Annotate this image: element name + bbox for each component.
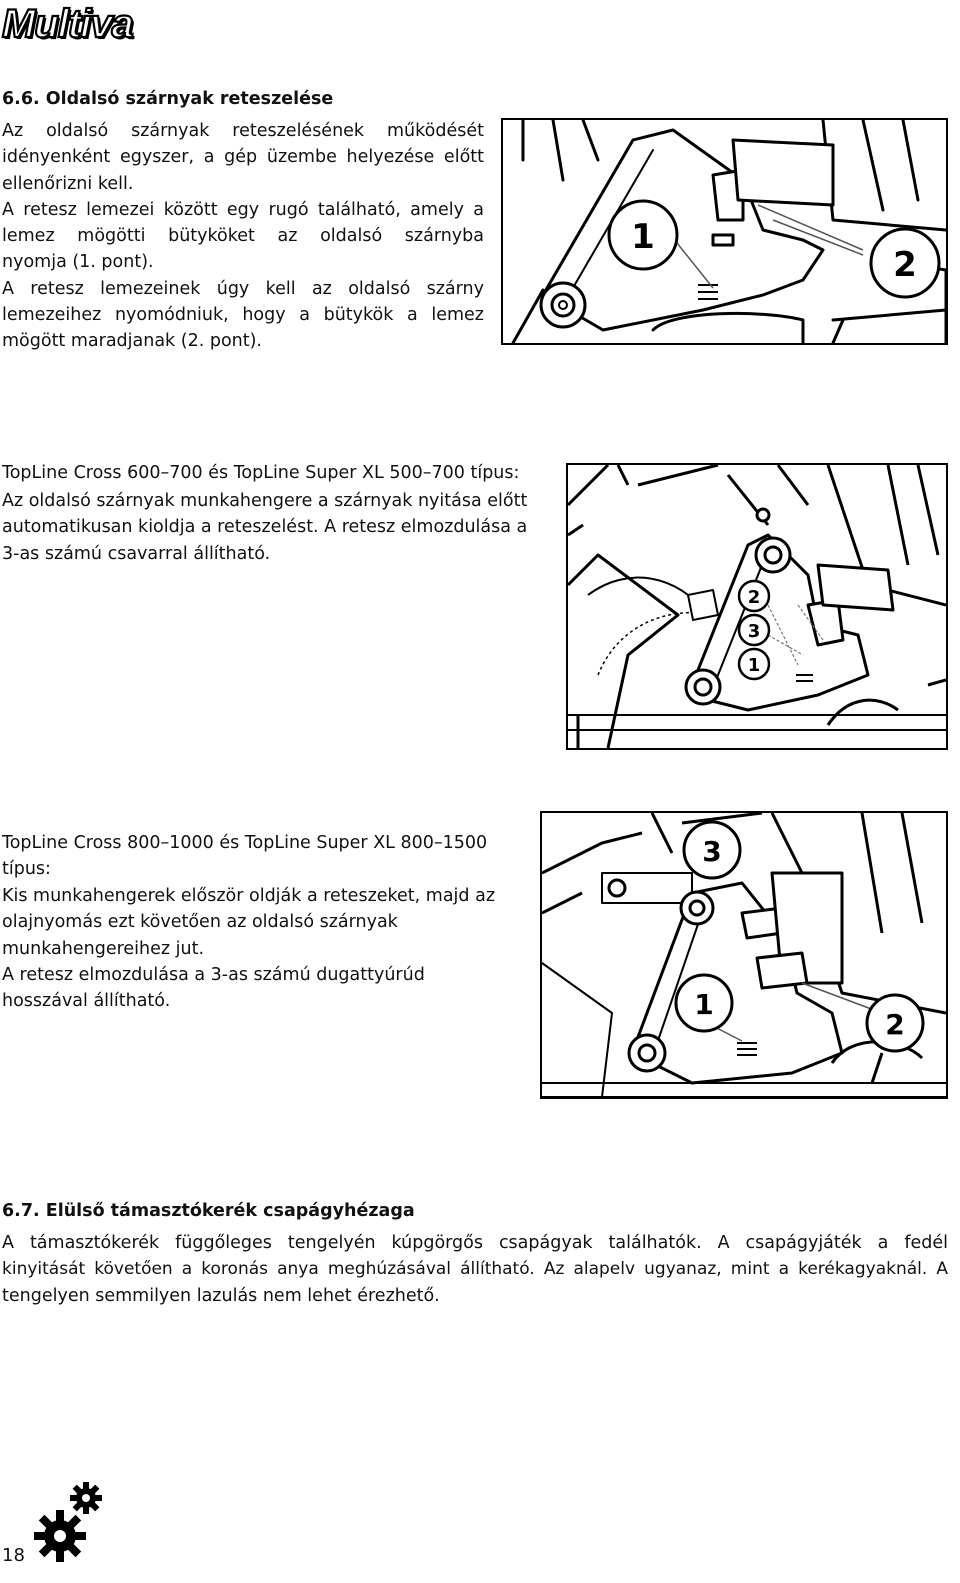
label-2: 2 — [747, 587, 761, 608]
latch-diagram-3 — [540, 811, 948, 1099]
section-6-6-heading: 6.6. Oldalsó szárnyak reteszelése — [2, 89, 334, 109]
para-line: nyomja (1. pont). — [2, 252, 154, 273]
label-2: 2 — [885, 1008, 905, 1041]
para-line: idényenként egyszer, a gép üzembe helyezése előtt — [2, 147, 484, 168]
cross-800-paragraph — [2, 883, 522, 1014]
para-line: kinyitását követően a koronás anya meghúzásával állítható. Az alapelv ugyanaz, mint a kerékagyaknál. A — [2, 1259, 948, 1280]
cross-600-heading: TopLine Cross 600–700 és TopLine Super XL 500–700 típus: — [2, 463, 520, 483]
para-line: A retesz lemezei között egy rugó található, amely a — [2, 199, 484, 220]
cross-800-heading — [2, 830, 487, 882]
section-6-7-paragraph — [2, 1230, 948, 1309]
para-line: automatikusan kioldja a reteszelést. A retesz elmozdulása a — [2, 517, 528, 538]
para-line: hosszával állítható. — [2, 991, 171, 1012]
para-line: mögött maradjanak (2. pont). — [2, 331, 262, 352]
label-3: 3 — [702, 835, 722, 868]
cross-600-paragraph — [2, 488, 548, 567]
page-number: 18 — [2, 1545, 25, 1566]
para-line: munkahengereihez jut. — [2, 938, 205, 959]
label-1: 1 — [631, 217, 655, 257]
heading-line: típus: — [2, 859, 51, 879]
latch-diagram-1-drawing — [503, 120, 946, 343]
para-line: Kis munkahengerek először oldják a reteszeket, majd az — [2, 886, 495, 906]
para-line: lemezeihez nyomódniuk, hogy a bütykök a lemez — [2, 305, 484, 326]
latch-diagram-2 — [566, 463, 948, 750]
section-6-7-heading: 6.7. Elülső támasztókerék csapágyhézaga — [2, 1201, 415, 1221]
para-line: A retesz lemezeinek úgy kell az oldalsó szárny — [2, 278, 484, 299]
multiva-logo: Multiva — [2, 2, 133, 46]
para-line: olajnyomás ezt követően az oldalsó szárnyak — [2, 912, 398, 933]
latch-diagram-2-drawing — [568, 465, 946, 748]
para-line: ellenőrizni kell. — [2, 173, 134, 194]
para-line: Az oldalsó szárnyak reteszelésének működését — [2, 121, 484, 141]
para-line: 3-as számú csavarral állítható. — [2, 543, 271, 564]
latch-diagram-1 — [501, 118, 948, 345]
para-line: lemez mögötti bütyköket az oldalsó szárnyba — [2, 226, 484, 247]
label-3: 3 — [747, 621, 761, 642]
section-6-6-paragraph — [2, 118, 484, 355]
label-1: 1 — [694, 988, 714, 1021]
para-line: tengelyen semmilyen lazulás nem lehet érezhető. — [2, 1285, 440, 1306]
gears-icon — [34, 1478, 106, 1572]
label-1: 1 — [747, 655, 761, 676]
para-line: A támasztókerék függőleges tengelyén kúpgörgős csapágyak találhatók. A csapágyjáték a fedél — [2, 1233, 948, 1253]
label-2: 2 — [893, 245, 917, 285]
para-line: Az oldalsó szárnyak munkahengere a szárnyak nyitása előtt — [2, 491, 528, 511]
latch-diagram-3-drawing — [542, 813, 946, 1097]
para-line: A retesz elmozdulása a 3-as számú dugattyúrúd — [2, 964, 425, 985]
heading-line: TopLine Cross 800–1000 és TopLine Super XL 800–1500 — [2, 833, 488, 853]
